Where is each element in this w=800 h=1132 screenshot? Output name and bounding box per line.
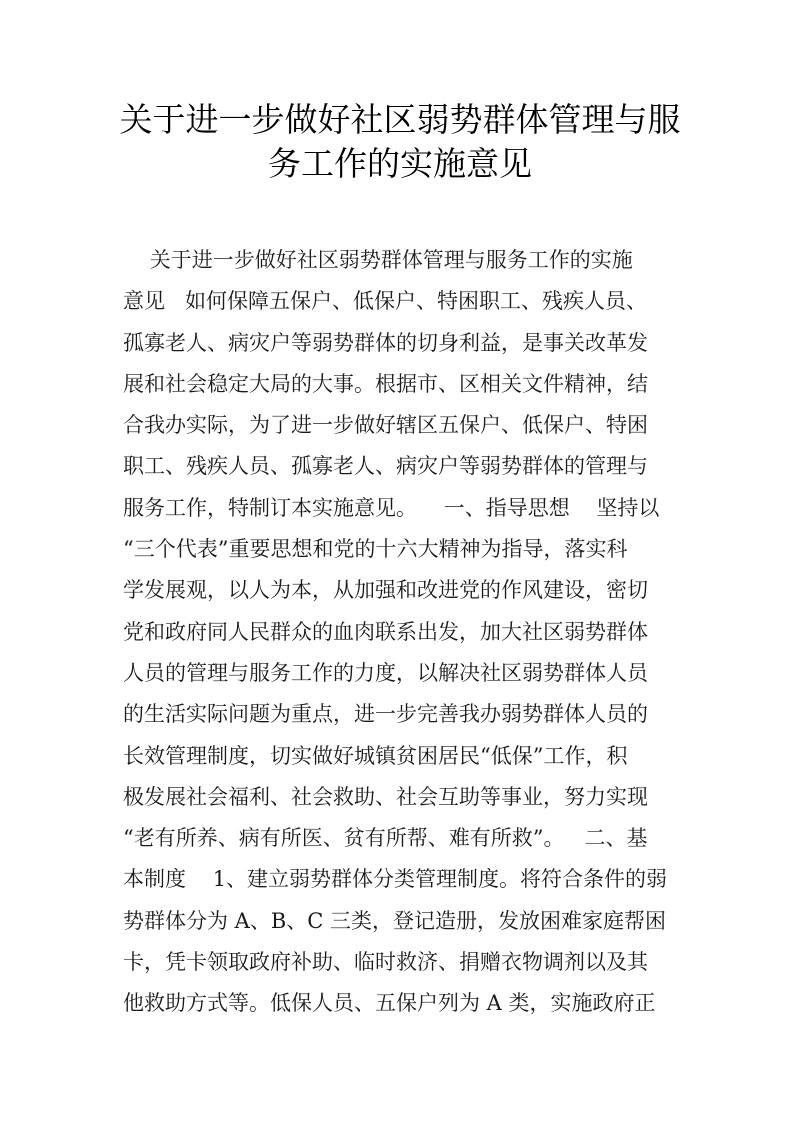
body-line: 长效管理制度，切实做好城镇贫困居民“低保”工作，积 [123, 743, 628, 768]
title-line-1: 关于进一步做好社区弱势群体管理与服 [119, 100, 681, 139]
body-line: 的生活实际问题为重点，进一步完善我办弱势群体人员的 [123, 702, 648, 727]
body-line: 学发展观，以人为本，从加强和改进党的作风建设，密切 [123, 578, 648, 603]
body-line: 职工、残疾人员、孤寡老人、病灾户等弱势群体的管理与 [123, 454, 648, 479]
body-line: 人员的管理与服务工作的力度，以解决社区弱势群体人员 [123, 660, 648, 685]
body-line: 极发展社会福利、社会救助、社会互助等事业，努力实现 [123, 784, 648, 809]
body-line: 卡，凭卡领取政府补助、临时救济、捐赠衣物调剂以及其 [123, 950, 648, 975]
title-line-2: 务工作的实施意见 [268, 144, 532, 183]
body-line: “老有所养、病有所医、贫有所帮、难有所救”。 二、基 [123, 826, 648, 851]
body-line: “三个代表”重要思想和党的十六大精神为指导，落实科 [123, 537, 628, 562]
document-title [100, 98, 700, 186]
body-line: 势群体分为 A、B、C 三类，登记造册，发放困难家庭帮困 [123, 908, 667, 933]
body-line: 孤寡老人、病灾户等弱势群体的切身利益，是事关改革发 [123, 330, 648, 355]
body-line: 党和政府同人民群众的血肉联系出发，加大社区弱势群体 [123, 619, 648, 644]
document-body [123, 240, 683, 1025]
body-line: 意见 如何保障五保户、低保户、特困职工、残疾人员、 [123, 289, 648, 314]
body-line: 关于进一步做好社区弱势群体管理与服务工作的实施 [123, 248, 633, 272]
body-line: 他救助方式等。低保人员、五保户列为 A 类，实施政府正 [123, 991, 656, 1016]
body-line: 展和社会稳定大局的大事。根据市、区相关文件精神，结 [123, 371, 648, 396]
body-line: 服务工作，特制订本实施意见。 一、指导思想 坚持以 [123, 495, 660, 520]
body-line: 本制度 1、建立弱势群体分类管理制度。将符合条件的弱 [123, 867, 668, 892]
body-line: 合我办实际，为了进一步做好辖区五保户、低保户、特困 [123, 413, 648, 438]
